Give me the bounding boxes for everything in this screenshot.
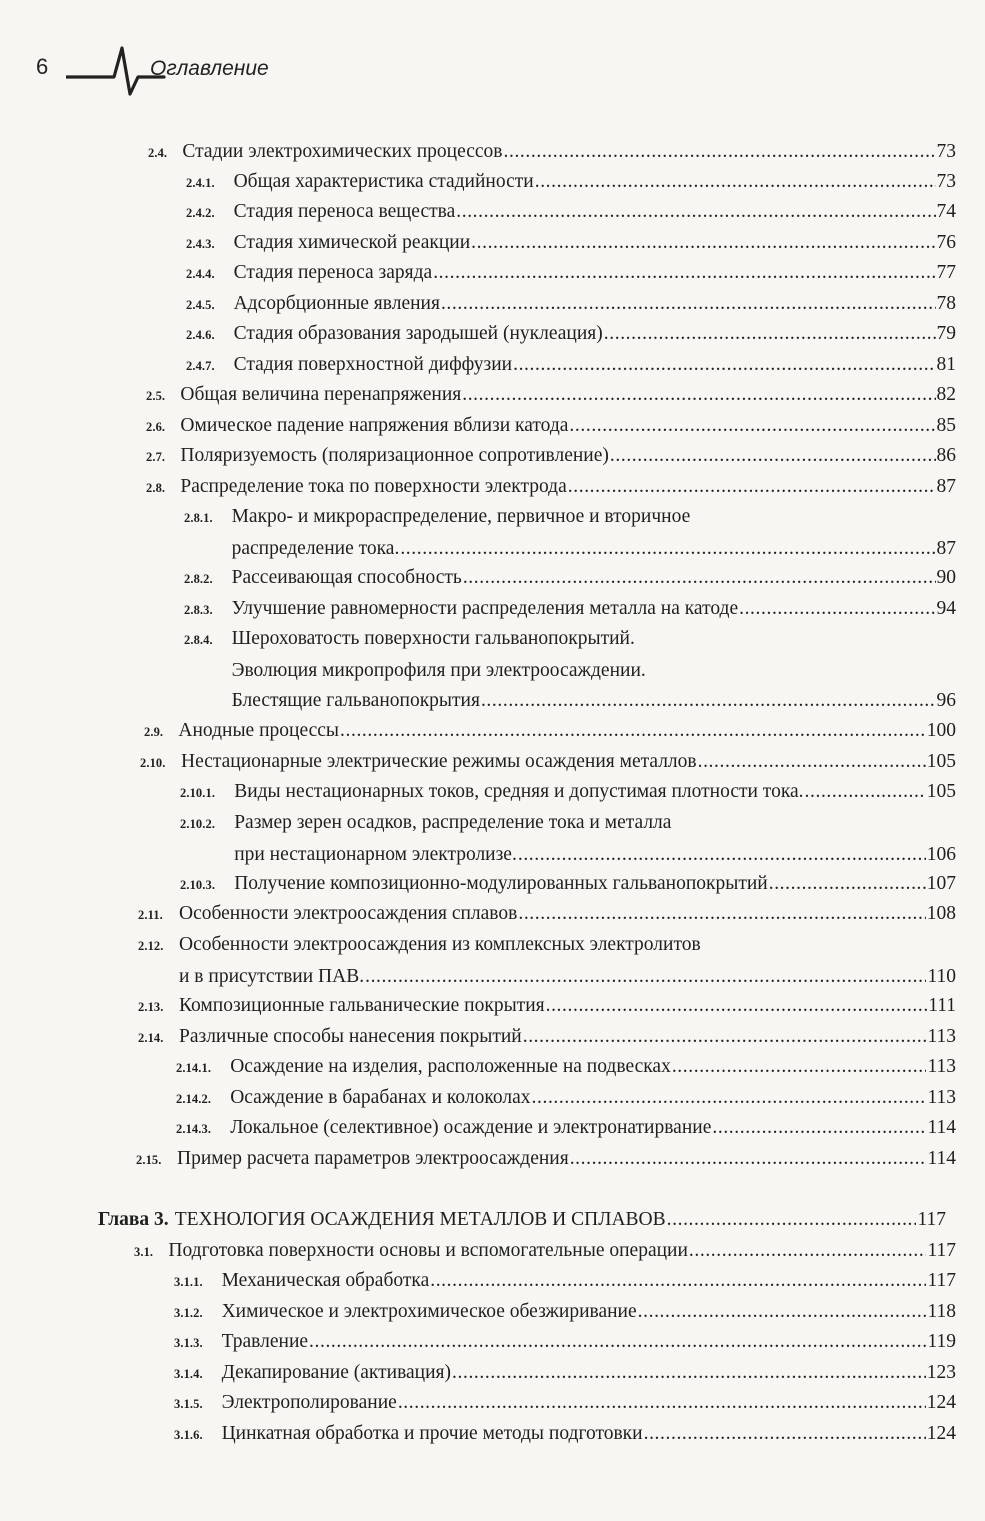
toc-entry[interactable] (176, 1116, 956, 1141)
dot-leader (569, 414, 935, 438)
section-number: 2.10.1. (180, 786, 216, 800)
toc-entry[interactable] (146, 414, 956, 439)
page-ref: 100 (926, 720, 956, 741)
section-title: Распределение тока по поверхности электрода (180, 476, 567, 497)
dot-leader (604, 322, 936, 346)
section-title: Эволюция микропрофиля при электроосаждении. (231, 659, 646, 681)
section-number: 2.8.4. (184, 633, 213, 647)
section-title: Декапирование (активация) (221, 1362, 452, 1383)
toc-entry[interactable] (174, 1361, 956, 1386)
toc-entry[interactable] (146, 383, 956, 408)
toc-entry[interactable] (186, 353, 956, 378)
section-number: 3.1.1. (174, 1275, 203, 1289)
running-title: Оглавление (150, 57, 269, 80)
page-ref: 114 (927, 1148, 956, 1169)
dot-leader (430, 1269, 926, 1293)
page-ref: 73 (936, 141, 956, 162)
section-title: Рассеивающая способность (231, 567, 462, 588)
section-title: Цинкатная обработка и прочие методы подготовки (221, 1423, 643, 1444)
section-title: Улучшение равномерности распределения металла на катоде (231, 598, 739, 619)
section-title: Механическая обработка (221, 1270, 430, 1291)
chapter-page: 117 (917, 1209, 946, 1230)
section-number: 2.9. (144, 725, 164, 739)
section-title: Особенности электроосаждения сплавов (179, 903, 518, 924)
section-title: Получение композиционно-модулированных гальванопокрытий (234, 873, 768, 894)
section-number: 2.4. (148, 146, 168, 160)
page-ref: 82 (936, 384, 956, 405)
toc-entry[interactable] (146, 475, 956, 500)
dot-leader (805, 780, 926, 804)
toc-entry[interactable] (176, 1086, 956, 1111)
page-ref: 108 (926, 903, 956, 924)
section-title: при нестационарном электролизе. (234, 843, 517, 865)
page-ref: 87 (936, 476, 956, 497)
dot-leader (532, 1086, 927, 1110)
section-title: Омическое падение напряжения вблизи катода (180, 415, 569, 436)
page-ref: 87 (936, 537, 956, 559)
page-ref: 77 (936, 262, 956, 283)
section-title: Блестящие гальванопокрытия (231, 690, 480, 711)
section-number: 2.4.2. (186, 206, 215, 220)
section-title: Композиционные гальванические покрытия (179, 995, 545, 1016)
section-title: Общая характеристика стадийности (233, 171, 534, 192)
dot-leader (513, 353, 935, 377)
dot-leader (365, 965, 926, 989)
section-number: 2.13. (138, 1000, 164, 1014)
section-title: Общая величина перенапряжения (180, 384, 462, 405)
dot-leader (739, 597, 935, 621)
dot-leader (456, 200, 935, 224)
section-number: 3.1.2. (174, 1306, 203, 1320)
dot-leader (689, 1239, 927, 1263)
toc-chapter-3[interactable] (98, 1208, 946, 1232)
section-title: Стадия химической реакции (233, 232, 471, 253)
chapter-title: ТЕХНОЛОГИЯ ОСАЖДЕНИЯ МЕТАЛЛОВ И СПЛАВОВ (174, 1209, 666, 1230)
toc-entry[interactable] (138, 933, 956, 989)
dot-leader (452, 1361, 926, 1385)
section-title: Травление (221, 1331, 309, 1352)
section-number: 2.8.3. (184, 603, 213, 617)
page-ref: 123 (926, 1362, 956, 1383)
page-ref: 73 (936, 171, 956, 192)
dot-leader (672, 1055, 927, 1079)
page-ref: 105 (926, 751, 956, 772)
section-title: Осаждение в барабанах и колоколах (230, 1087, 531, 1108)
section-number: 3.1. (134, 1245, 154, 1259)
section-title: Стадия переноса заряда (233, 262, 433, 283)
dot-leader (340, 719, 926, 743)
section-number: 2.10.2. (180, 817, 216, 831)
dot-leader (504, 140, 936, 164)
dot-leader (698, 750, 926, 774)
section-title: Нестационарные электрические режимы осаждения металлов (181, 751, 697, 772)
section-number: 2.10. (140, 756, 166, 770)
toc-entry[interactable] (138, 1025, 956, 1050)
page-ref: 111 (928, 995, 956, 1016)
toc-entry[interactable] (184, 597, 956, 622)
page-ref: 124 (926, 1423, 956, 1444)
page-ref: 86 (936, 445, 956, 466)
toc-entry[interactable] (144, 719, 956, 744)
dot-leader (433, 261, 935, 285)
page-ref: 94 (936, 598, 956, 619)
page-ref: 85 (936, 415, 956, 436)
dot-leader (570, 1147, 927, 1171)
page-ref: 96 (936, 690, 956, 711)
section-title: Различные способы нанесения покрытий (179, 1026, 522, 1047)
section-number: 2.14.3. (176, 1122, 212, 1136)
dot-leader (463, 566, 936, 590)
section-title: Стадия образования зародышей (нуклеация) (233, 323, 603, 344)
section-number: 2.4.1. (186, 176, 215, 190)
section-title: Стадия поверхностной диффузии (233, 354, 513, 375)
dot-leader (441, 292, 936, 316)
page-ref: 119 (927, 1331, 956, 1352)
toc-entry[interactable] (136, 1147, 956, 1172)
section-title: Макро- и микрораспределение, первичное и вторичное (231, 506, 691, 527)
section-number: 2.14.1. (176, 1061, 212, 1075)
toc-entry[interactable] (148, 140, 956, 165)
dot-leader (712, 1116, 926, 1140)
section-number: 3.1.5. (174, 1397, 203, 1411)
toc-entry[interactable] (174, 1269, 956, 1294)
section-number: 2.7. (146, 450, 166, 464)
dot-leader (535, 170, 936, 194)
section-title: и в присутствии ПАВ. (179, 965, 365, 987)
page-ref: 117 (927, 1270, 956, 1291)
toc-entry[interactable] (180, 811, 956, 867)
page-ref: 113 (927, 1056, 956, 1077)
page-ref: 117 (927, 1240, 956, 1261)
section-title: распределение тока. (231, 537, 400, 559)
page-ref: 113 (927, 1026, 956, 1047)
page-ref: 74 (936, 201, 956, 222)
section-title: Размер зерен осадков, распределение тока и металла (234, 812, 672, 833)
dot-leader (644, 1422, 926, 1446)
section-title: Химическое и электрохимическое обезжиривание (221, 1301, 637, 1322)
toc-entry[interactable] (186, 231, 956, 256)
section-title: Поляризуемость (поляризационное сопротивление) (180, 445, 609, 466)
toc-entry[interactable] (186, 292, 956, 317)
section-number: 3.1.6. (174, 1428, 203, 1442)
toc-entry[interactable] (176, 1055, 956, 1080)
section-number: 2.10.3. (180, 878, 216, 892)
dot-leader (400, 537, 935, 561)
toc-entry[interactable] (184, 505, 956, 561)
dot-leader (769, 872, 926, 896)
dot-leader (462, 383, 935, 407)
section-title: Стадии электрохимических процессов (182, 141, 503, 162)
page-number: 6 (36, 54, 49, 79)
section-title: Осаждение на изделия, расположенные на подвесках (230, 1056, 671, 1077)
toc-entry[interactable] (180, 780, 956, 805)
section-number: 2.4.7. (186, 359, 215, 373)
section-title: Электрополирование (221, 1392, 397, 1413)
chapter-label: Глава 3. (98, 1209, 169, 1230)
dot-leader (398, 1391, 926, 1415)
toc-entry[interactable] (184, 627, 956, 713)
section-number: 2.8.1. (184, 511, 213, 525)
section-number: 2.6. (146, 420, 166, 434)
section-number: 2.15. (136, 1153, 162, 1167)
toc-entry[interactable] (134, 1239, 956, 1264)
page-ref: 118 (927, 1301, 956, 1322)
section-title: Виды нестационарных токов, средняя и допустимая плотности тока. (234, 781, 804, 802)
dot-leader (309, 1330, 926, 1354)
toc-entry[interactable] (186, 170, 956, 195)
section-title: Шероховатость поверхности гальванопокрытий. (231, 628, 635, 649)
section-number: 2.14. (138, 1031, 164, 1045)
section-title: Особенности электроосаждения из комплексных электролитов (179, 934, 701, 955)
section-number: 2.4.4. (186, 267, 215, 281)
toc-entry[interactable] (174, 1391, 956, 1416)
section-title: Подготовка поверхности основы и вспомогательные операции (168, 1240, 688, 1261)
dot-leader (471, 231, 935, 255)
section-number: 2.4.6. (186, 328, 215, 342)
page-ref: 76 (936, 232, 956, 253)
section-title: Локальное (селективное) осаждение и электронатирвание (230, 1117, 712, 1138)
section-number: 2.8. (146, 481, 166, 495)
toc-entry[interactable] (138, 902, 956, 927)
page-ref: 106 (926, 843, 956, 865)
dot-leader (518, 902, 925, 926)
section-number: 2.4.3. (186, 237, 215, 251)
toc-entry[interactable] (146, 444, 956, 469)
section-title: Стадия переноса вещества (233, 201, 456, 222)
dot-leader (481, 689, 936, 713)
toc-entry[interactable] (138, 994, 956, 1019)
page-ref: 107 (926, 873, 956, 894)
toc-entry[interactable] (174, 1300, 956, 1325)
section-number: 2.5. (146, 389, 166, 403)
section-title: Пример расчета параметров электроосаждения (177, 1148, 569, 1169)
dot-leader (667, 1208, 917, 1232)
section-number: 2.4.5. (186, 298, 215, 312)
section-number: 3.1.4. (174, 1367, 203, 1381)
section-number: 2.11. (138, 908, 163, 922)
section-number: 3.1.3. (174, 1336, 203, 1350)
toc-entry[interactable] (186, 322, 956, 347)
page-ref: 114 (927, 1117, 956, 1138)
dot-leader (546, 994, 928, 1018)
section-title: Адсорбционные явления (233, 293, 440, 314)
toc-entry[interactable] (186, 200, 956, 225)
section-title: Анодные процессы (178, 720, 340, 741)
dot-leader (610, 444, 936, 468)
page-ref: 124 (926, 1392, 956, 1413)
toc-entry[interactable] (180, 872, 956, 897)
page-ref: 79 (936, 323, 956, 344)
page-ref: 81 (936, 354, 956, 375)
toc-entry[interactable] (174, 1422, 956, 1447)
page-ref: 78 (936, 293, 956, 314)
toc-entry[interactable] (186, 261, 956, 286)
section-number: 2.14.2. (176, 1092, 212, 1106)
page-ref: 105 (926, 781, 956, 802)
section-number: 2.8.2. (184, 572, 213, 586)
toc-entry[interactable] (140, 750, 956, 775)
toc-entry[interactable] (184, 566, 956, 591)
dot-leader (518, 843, 926, 867)
section-number: 2.12. (138, 939, 164, 953)
page-ref: 90 (936, 567, 956, 588)
page-ref: 110 (927, 965, 956, 987)
toc-entry[interactable] (174, 1330, 956, 1355)
page-ref: 113 (927, 1087, 956, 1108)
dot-leader (523, 1025, 927, 1049)
dot-leader (568, 475, 936, 499)
dot-leader (638, 1300, 927, 1324)
page-header (36, 40, 636, 100)
